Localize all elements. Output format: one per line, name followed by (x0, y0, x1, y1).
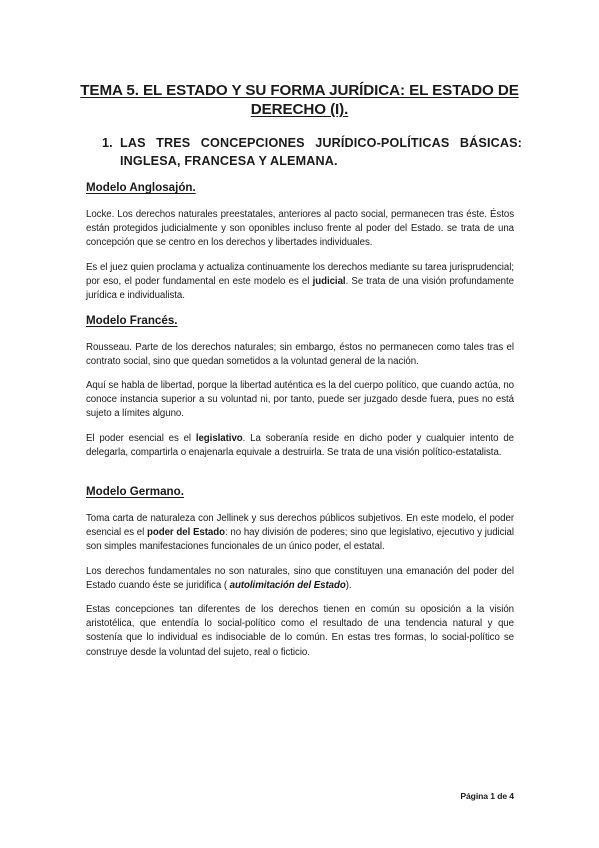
paragraph-frances-2: Aquí se habla de libertad, porque la libertad auténtica es la del cuerpo político, que cuando actúa, no conoce instancia superior a su voluntad ni, por tanto, puede ser juzgado desde fuera, pues no está sujeto a límites alguno. (86, 380, 514, 420)
page-number: Página 1 de 4 (460, 791, 514, 801)
text-run: : no hay división de poderes; sino que legislativo, ejecutivo y judicial son simples manifestaciones funcionales de un único poder, el estatal. (86, 527, 514, 553)
section-number: 1. (102, 136, 113, 150)
paragraph-anglosajon-1: Locke. Los derechos naturales preestatales, anteriores al pacto social, permanecen tras éste. Éstos están protegidos judicialmente y son oponibles incluso frente al poder del Estado. se trata de una concepción que se centro en los derechos y libertades individuales. (86, 209, 514, 249)
document-title-line-2: DERECHO (I). (250, 101, 349, 118)
paragraph-frances-1: Rousseau. Parte de los derechos naturales; sin embargo, éstos no permanecen como tales tras el contrato social, sino que quedan sometidos a la voluntad general de la nación. (86, 342, 514, 368)
section-title: LAS TRES CONCEPCIONES JURÍDICO-POLÍTICAS BÁSICAS: INGLESA, FRANCESA Y ALEMANA. (120, 136, 522, 168)
emphasis-poder-del-estado: poder del Estado (146, 527, 225, 539)
emphasis-autolimitacion: autolimitación del Estado (229, 580, 346, 592)
section-heading (102, 135, 522, 170)
heading-modelo-germano: Modelo Germano. (86, 485, 184, 498)
text-run: Es el juez quien proclama y actualiza continuamente los derechos mediante su tarea jurisprudencial; por eso, el poder fundamental en este modelo es el (86, 262, 514, 288)
text-run: ). (345, 580, 352, 592)
emphasis-judicial: judicial (312, 276, 346, 288)
document-title-line-1: TEMA 5. EL ESTADO Y SU FORMA JURÍDICA: EL ESTADO DE (80, 82, 519, 99)
text-run: Toma carta de naturaleza con Jellinek y sus derechos públicos subjetivos. En este modelo, el poder esencial es el (86, 513, 514, 539)
paragraph-anglosajon-2 (86, 261, 514, 304)
heading-modelo-frances: Modelo Francés. (86, 314, 178, 327)
text-run: . Se trata de una visión profundamente jurídica e individualista. (86, 276, 514, 302)
emphasis-legislativo: legislativo (195, 433, 243, 444)
text-run: . La soberanía reside en dicho poder y cualquier intento de delegarla, compartirla o enajenarla equivale a destruirla. Se trata de una visión político-estatalista. (86, 433, 514, 459)
paragraph-germano-1 (86, 512, 514, 555)
text-run: Los derechos fundamentales no son naturales, sino que constituyen una emanación del poder del Estado cuando éste se juridifica ( (86, 566, 514, 592)
paragraph-conclusion: Estas concepciones tan diferentes de los derechos tienen en común su oposición a la visión aristotélica, que entendía lo social-político como el resultado de una tendencia natural y que sostenía que lo individual es indisociable de lo común. En estas tres formas, lo social-político se construye desde la voluntad del sujeto, real o ficticio. (86, 604, 514, 658)
text-run: El poder esencial es el (86, 433, 196, 444)
document-title (80, 81, 519, 119)
paragraph-frances-3 (86, 432, 514, 460)
paragraph-germano-2 (86, 565, 514, 593)
heading-modelo-anglosajon: Modelo Anglosajón. (86, 181, 196, 194)
